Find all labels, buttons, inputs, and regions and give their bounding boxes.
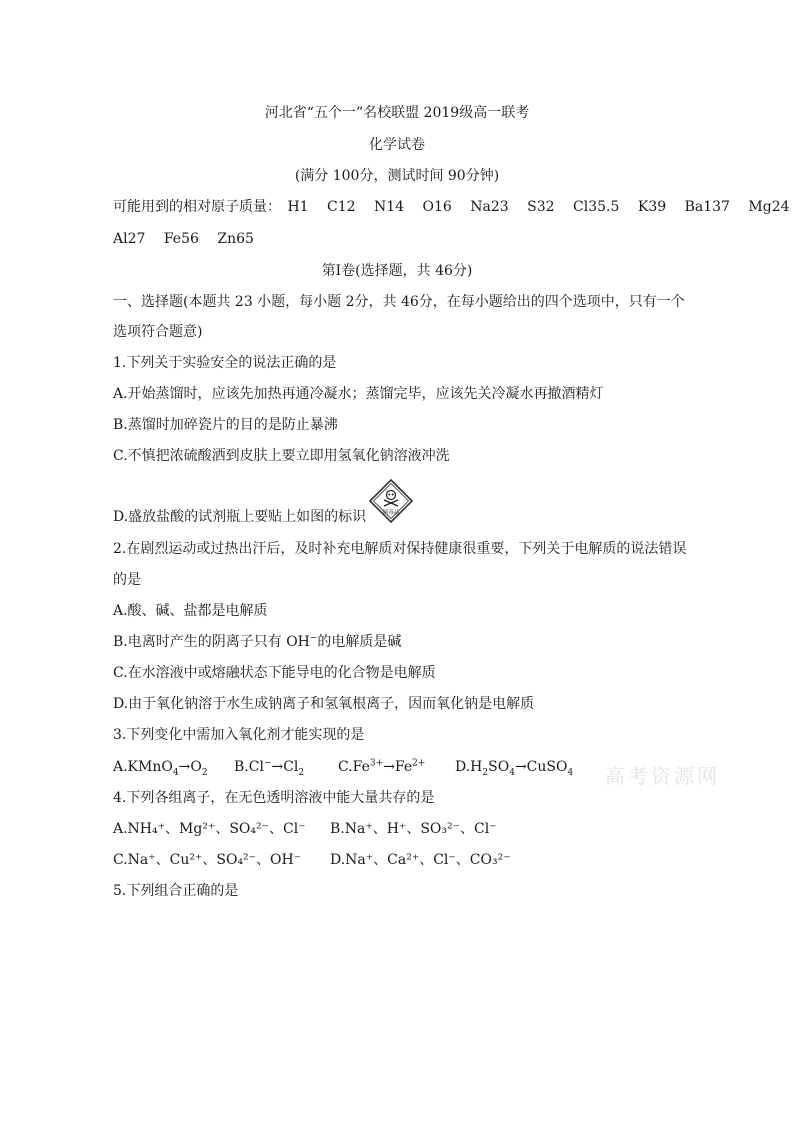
question-4-option-d: D.Na⁺、Ca²⁺、Cl⁻、CO₃²⁻ (330, 852, 511, 868)
question-1-option-b: B.蒸馏时加碎瓷片的目的是防止暴沸 (113, 417, 338, 433)
atomic-mass-item: Mg24 (748, 199, 790, 215)
option-text: →Fe (383, 759, 413, 775)
question-3-option-b (234, 758, 304, 776)
charge-superscript: − (309, 633, 318, 644)
atomic-mass-item: K39 (637, 199, 667, 215)
atomic-mass-item: N14 (374, 199, 405, 215)
exam-title: 河北省“五个一”名校联盟 2019级高一联考 (264, 105, 530, 121)
subscript: 2 (298, 767, 305, 778)
option-text: SO (488, 759, 510, 775)
toxic-hazard-sign-icon (368, 478, 414, 524)
question-1-option-c: C.不慎把浓硫酸洒到皮肤上要立即用氢氧化钠溶液冲洗 (113, 448, 450, 464)
option-text: C.Fe (338, 759, 370, 775)
charge-superscript: 3+ (369, 758, 384, 769)
watermark-text: 高考资源网 (605, 764, 720, 788)
question-4-option-b: B.Na⁺、H⁺、SO₃²⁻、Cl⁻ (330, 821, 497, 837)
atomic-mass-item: Al27 (113, 231, 146, 247)
option-text: B.电离时产生的阴离子只有 OH (113, 634, 310, 650)
atomic-mass-item: O16 (422, 199, 452, 215)
option-text: →Cl (271, 759, 299, 775)
hazard-sign-label: 剧毒品 (382, 510, 400, 516)
atomic-mass-item: Cl35.5 (573, 199, 620, 215)
subscript: 2 (482, 767, 489, 778)
exam-score-time-note: (满分 100分，测试时间 90分钟) (294, 168, 500, 184)
question-4-option-c: C.Na⁺、Cu²⁺、SO₄²⁻、OH⁻ (113, 852, 302, 868)
charge-superscript: − (263, 758, 272, 769)
question-2-stem: 2.在剧烈运动或过热出汗后，及时补充电解质对保持健康很重要，下列关于电解质的说法错误 (113, 541, 687, 557)
atomic-mass-item: C12 (327, 199, 356, 215)
question-2-option-c: C.在水溶液中或熔融状态下能导电的化合物是电解质 (113, 665, 436, 681)
atomic-mass-line-1 (113, 198, 790, 216)
charge-superscript: 2+ (412, 758, 426, 769)
question-4-stem: 4.下列各组离子，在无色透明溶液中能大量共存的是 (113, 790, 435, 806)
section-instruction: 一、选择题(本题共 23 小题，每小题 2分，共 46分，在每小题给出的四个选项中，只有一个 (113, 294, 685, 310)
atomic-mass-item: S32 (527, 199, 555, 215)
section-instruction: 选项符合题意) (113, 324, 203, 340)
section-title: 第Ⅰ卷(选择题，共 46分) (321, 263, 473, 279)
question-1-option-a: A.开始蒸馏时，应该先加热再通冷凝水；蒸馏完毕，应该先关冷凝水再撤酒精灯 (113, 386, 604, 402)
option-text: →CuSO (514, 759, 568, 775)
atomic-mass-item: Na23 (470, 199, 509, 215)
option-text: B.Cl (234, 759, 264, 775)
atomic-mass-label: 可能用到的相对原子质量： (113, 199, 281, 215)
atomic-mass-item: H1 (287, 199, 309, 215)
question-4-option-a: A.NH₄⁺、Mg²⁺、SO₄²⁻、Cl⁻ (113, 821, 306, 837)
option-text: 的电解质是碱 (317, 634, 402, 650)
question-2-option-a: A.酸、碱、盐都是电解质 (113, 603, 268, 619)
question-1-stem: 1.下列关于实验安全的说法正确的是 (113, 355, 337, 371)
question-3-option-c (338, 758, 425, 776)
atomic-mass-line-2 (113, 230, 254, 248)
exam-subject: 化学试卷 (369, 137, 425, 153)
question-5-stem: 5.下列组合正确的是 (113, 883, 239, 899)
question-3-stem: 3.下列变化中需加入氧化剂才能实现的是 (113, 727, 365, 743)
question-2-option-b (113, 633, 401, 651)
subscript: 2 (201, 767, 208, 778)
question-1-option-d: D.盛放盐酸的试剂瓶上要贴上如图的标识 (113, 509, 367, 525)
atomic-mass-item: Ba137 (684, 199, 730, 215)
atomic-mass-item: Zn65 (217, 231, 254, 247)
question-3-option-a (113, 758, 208, 776)
subscript: 4 (509, 767, 515, 778)
question-2-stem: 的是 (113, 572, 141, 588)
atomic-mass-item: Fe56 (163, 231, 199, 247)
option-text: D.H (455, 759, 483, 775)
subscript: 4 (567, 767, 574, 778)
question-2-option-d: D.由于氧化钠溶于水生成钠离子和氢氧根离子，因而氧化钠是电解质 (113, 696, 535, 712)
option-text: →O (178, 759, 202, 775)
option-text: A.KMnO (113, 759, 173, 775)
subscript: 4 (172, 767, 179, 778)
question-3-option-d (455, 758, 573, 776)
